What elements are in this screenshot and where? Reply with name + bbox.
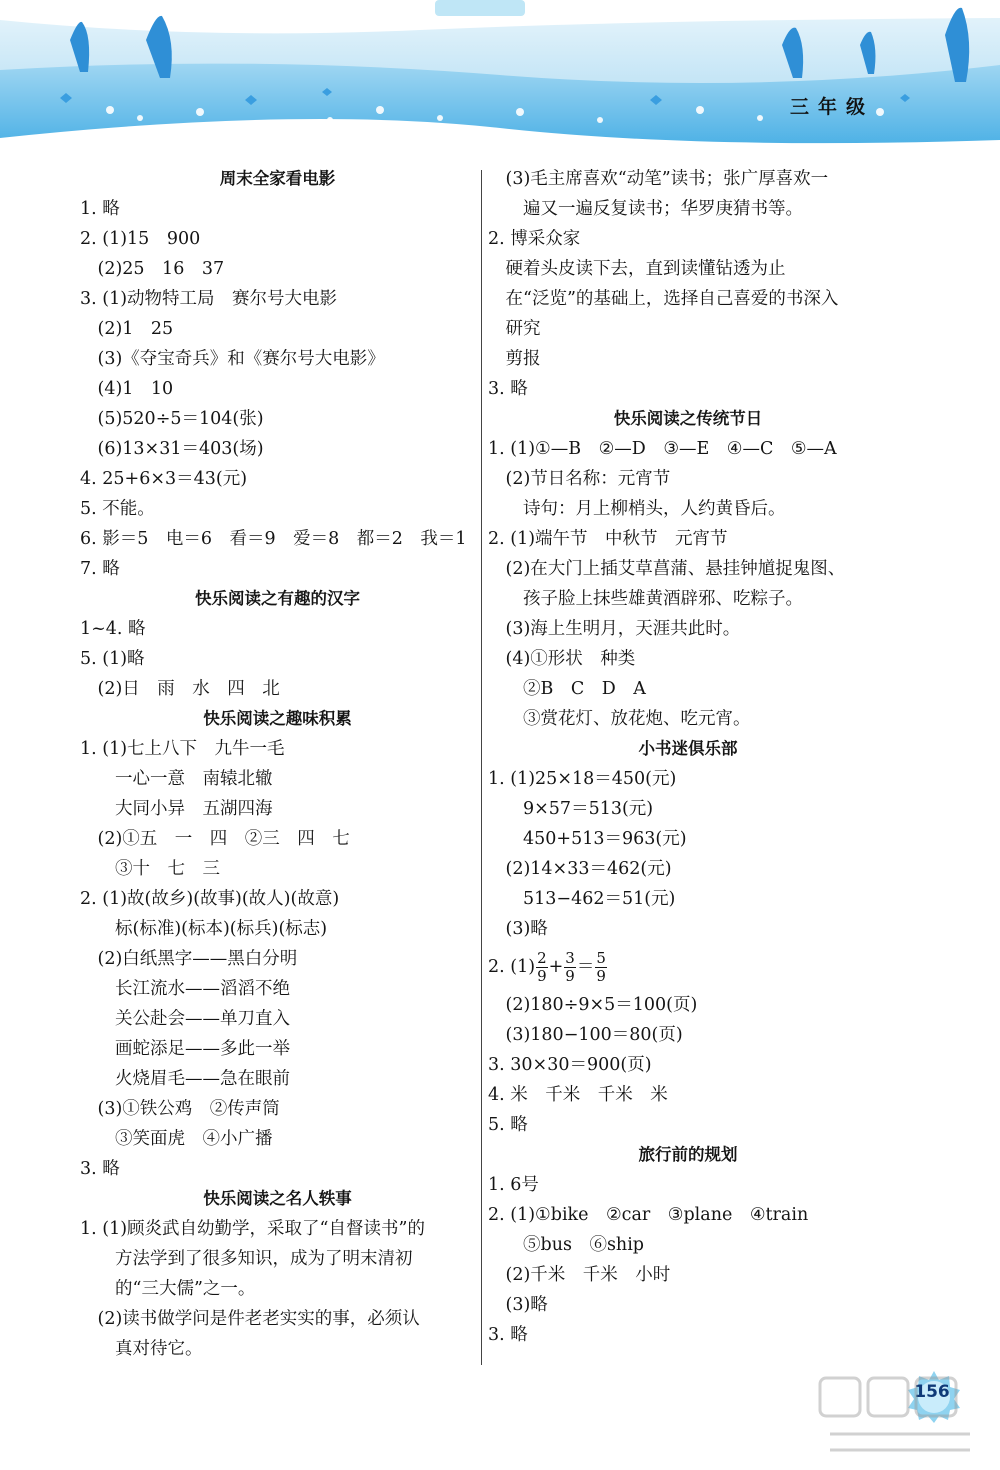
line-text: (3)毛主席喜欢“动笔”读书；张广厚喜欢一 [488,169,829,189]
line-text: 5. 略 [488,1115,528,1135]
line-text: 一心一意 南辕北辙 [80,769,273,789]
line-text: (2)①五 一 四 ②三 四 七 [80,829,350,849]
answer-line [488,1110,888,1140]
answer-line [488,194,888,224]
answer-line [488,704,888,734]
answer-line [488,464,888,494]
line-text: 5. 不能。 [80,499,155,519]
answer-line [488,1320,888,1350]
answer-line [80,914,475,944]
line-text: (2)在大门上插艾草菖蒲、悬挂钟馗捉鬼图、 [488,559,846,579]
answer-line [80,1034,475,1064]
line-text: 2. (1)①bike ②car ③plane ④train [488,1205,809,1225]
answer-line [80,674,475,704]
section-heading [80,1184,475,1214]
line-text: 的“三大儒”之一。 [80,1279,256,1299]
line-text: 大同小异 五湖四海 [80,799,273,819]
line-text: 3. 30×30＝900(页) [488,1055,652,1075]
section-heading [80,584,475,614]
answer-line [80,644,475,674]
answer-line [488,1230,888,1260]
answer-line [80,1244,475,1274]
line-text: (3)180−100＝80(页) [488,1025,683,1045]
answer-line [80,1334,475,1364]
line-text: 周末全家看电影 [219,169,336,188]
answer-line [80,734,475,764]
line-text: 3. 略 [488,1325,528,1345]
line-text: (2)节日名称：元宵节 [488,469,671,489]
line-text: (3)略 [488,1295,548,1315]
answer-line [488,1050,888,1080]
line-text: 9×57＝513(元) [488,799,654,819]
answer-line [80,1304,475,1334]
header-banner [0,0,1000,150]
answer-line [80,554,475,584]
answer-line [80,1124,475,1154]
line-text: 快乐阅读之有趣的汉字 [195,589,360,608]
fraction-a [536,950,548,985]
fraction-a-denominator: 9 [537,967,547,985]
line-text: 3. 略 [80,1159,120,1179]
answer-line [80,524,475,554]
answer-line [488,224,888,254]
line-text: ③笑面虎 ④小广播 [80,1129,273,1149]
answer-line [80,284,475,314]
line-text: ⑤bus ⑥ship [488,1235,645,1255]
section-heading [80,704,475,734]
answer-line: 2. (1) $\frac{2}{9}$ + $\frac{3}{9}$ ＝ $\frac{5}{9}$ [488,949,606,985]
line-text: 7. 略 [80,559,120,579]
line-text: (2)1 25 [80,319,174,339]
answer-line [488,164,888,194]
line-text: 2. (1)端午节 中秋节 元宵节 [488,529,728,549]
fraction-c [595,950,607,985]
page-number: 156 [914,1382,950,1402]
line-text: 6. 影＝5 电＝6 看＝9 爱＝8 都＝2 我＝1 [80,529,467,549]
line-text: 旅行前的规划 [638,1145,738,1164]
answer-line [488,794,888,824]
answer-line [488,434,888,464]
line-text: (2)180÷9×5＝100(页) [488,995,698,1015]
answer-line [488,524,888,554]
line-text: 4. 米 千米 千米 米 [488,1085,668,1105]
fraction-c-denominator: 9 [596,967,606,985]
watermark-logo [810,1372,990,1464]
line-text: 1~4. 略 [80,619,146,639]
answer-line [488,254,888,284]
fraction-a-numerator: 2 [537,949,547,967]
line-text: (3)略 [488,919,548,939]
line-text: 2. (1)15 900 [80,229,201,249]
column-divider [481,170,482,1365]
line-text: ②B C D A [488,679,646,699]
line-text: 1. (1)25×18＝450(元) [488,769,677,789]
answer-line [80,1214,475,1244]
answer-line [80,1064,475,1094]
line-text: (2)读书做学问是件老老实实的事，必须认 [80,1309,420,1329]
line-text: 5. (1)略 [80,649,145,669]
line-text: 快乐阅读之名人轶事 [203,1189,352,1208]
line-text: 研究 [488,319,541,339]
answer-line [488,1170,888,1200]
answer-line [80,1004,475,1034]
grade-label: 三年级 [790,96,875,118]
line-text: 快乐阅读之传统节日 [613,409,763,428]
answer-line [488,554,888,584]
line-text: 513−462＝51(元) [488,889,676,909]
line-text: (2)日 雨 水 四 北 [80,679,280,699]
line-text: (3)《夺宝奇兵》和《赛尔号大电影》 [80,349,385,369]
section-heading [80,164,475,194]
answer-line [488,854,888,884]
line-text: 诗句：月上柳梢头，人约黄昏后。 [488,499,786,519]
line-text: 1. (1)①—B ②—D ③—E ④—C ⑤—A [488,439,837,459]
section-heading [488,1140,888,1170]
answer-line [488,494,888,524]
line-text: 硬着头皮读下去，直到读懂钻透为止 [488,259,786,279]
answer-line [80,464,475,494]
section-heading [488,404,888,434]
answer-line [80,374,475,404]
line-text: (2)14×33＝462(元) [488,859,672,879]
answer-line [80,224,475,254]
line-text: 长江流水——滔滔不绝 [80,979,290,999]
line-text: 450+513＝963(元) [488,829,687,849]
answer-line [80,194,475,224]
line-text: 1. 6号 [488,1175,539,1195]
line-text: (2)白纸黑字——黑白分明 [80,949,298,969]
answer-line [80,944,475,974]
left-column [80,164,475,1364]
line-text: 1. (1)顾炎武自幼勤学，采取了“自督读书”的 [80,1219,425,1239]
fraction-b-numerator: 3 [565,949,575,967]
answer-line [80,1094,475,1124]
line-text: 在“泛览”的基础上，选择自己喜爱的书深入 [488,289,839,309]
answer-line [488,1200,888,1230]
line-text: 4. 25+6×3＝43(元) [80,469,248,489]
answer-line [488,644,888,674]
answer-line [80,614,475,644]
answer-line [80,344,475,374]
line-text: 火烧眉毛——急在眼前 [80,1069,290,1089]
answer-line [80,884,475,914]
line-text: (2)25 16 37 [80,259,225,279]
answer-line [488,1290,888,1320]
line-text: (4)1 10 [80,379,174,399]
answer-line [488,990,888,1020]
answer-line [80,1154,475,1184]
line-text: 3. 略 [488,379,528,399]
right-column [488,164,888,1350]
line-text: (3)海上生明月，天涯共此时。 [488,619,741,639]
line-text: 方法学到了很多知识，成为了明末清初 [80,1249,413,1269]
answer-line [488,284,888,314]
answer-line [488,344,888,374]
answer-line [80,494,475,524]
answer-line [80,314,475,344]
line-text: 1. 略 [80,199,120,219]
line-text: 2. 博采众家 [488,229,581,249]
line-text: 小书迷俱乐部 [638,739,738,758]
line-text: 孩子脸上抹些雄黄酒辟邪、吃粽子。 [488,589,803,609]
answer-line [80,824,475,854]
answer-line [488,824,888,854]
line-text: (2)千米 千米 小时 [488,1265,671,1285]
line-text: 遍又一遍反复读书；华罗庚猜书等。 [488,199,803,219]
line-text: 1. (1)七上八下 九牛一毛 [80,739,285,759]
answer-line [488,584,888,614]
answer-line [488,674,888,704]
answer-line [488,914,888,944]
line-text: 画蛇添足——多此一举 [80,1039,290,1059]
answer-line [488,1080,888,1110]
line-text: ③赏花灯、放花炮、吃元宵。 [488,709,751,729]
answer-line [488,374,888,404]
line-text: 剪报 [488,349,541,369]
answer-line [80,764,475,794]
line-text: (3)①铁公鸡 ②传声筒 [80,1099,280,1119]
section-heading [488,734,888,764]
answer-line [488,614,888,644]
answer-line [488,314,888,344]
line-text: (4)①形状 种类 [488,649,636,669]
answer-line [80,1274,475,1304]
line-text: 快乐阅读之趣味积累 [203,709,352,728]
answer-line [488,1020,888,1050]
answer-line [80,434,475,464]
line-text: 3. (1)动物特工局 赛尔号大电影 [80,289,338,309]
answer-line [80,794,475,824]
answer-line [80,974,475,1004]
fraction-c-numerator: 5 [596,949,606,967]
line-text: 标(标准)(标本)(标兵)(标志) [80,919,328,939]
answer-line [488,764,888,794]
line-text: (6)13×31＝403(场) [80,439,264,459]
line-text: 真对待它。 [80,1339,203,1359]
line-text: (5)520÷5＝104(张) [80,409,264,429]
fraction-b [564,950,576,985]
answer-line [80,404,475,434]
line-text: 2. (1)故(故乡)(故事)(故人)(故意) [80,889,340,909]
answer-line [80,254,475,284]
line-text: ③十 七 三 [80,859,220,879]
fraction-b-denominator: 9 [565,967,575,985]
answer-line [488,1260,888,1290]
line-text: 2. (1) [488,957,536,977]
line-text: 关公赴会——单刀直入 [80,1009,290,1029]
answer-line [488,884,888,914]
answer-line [80,854,475,884]
